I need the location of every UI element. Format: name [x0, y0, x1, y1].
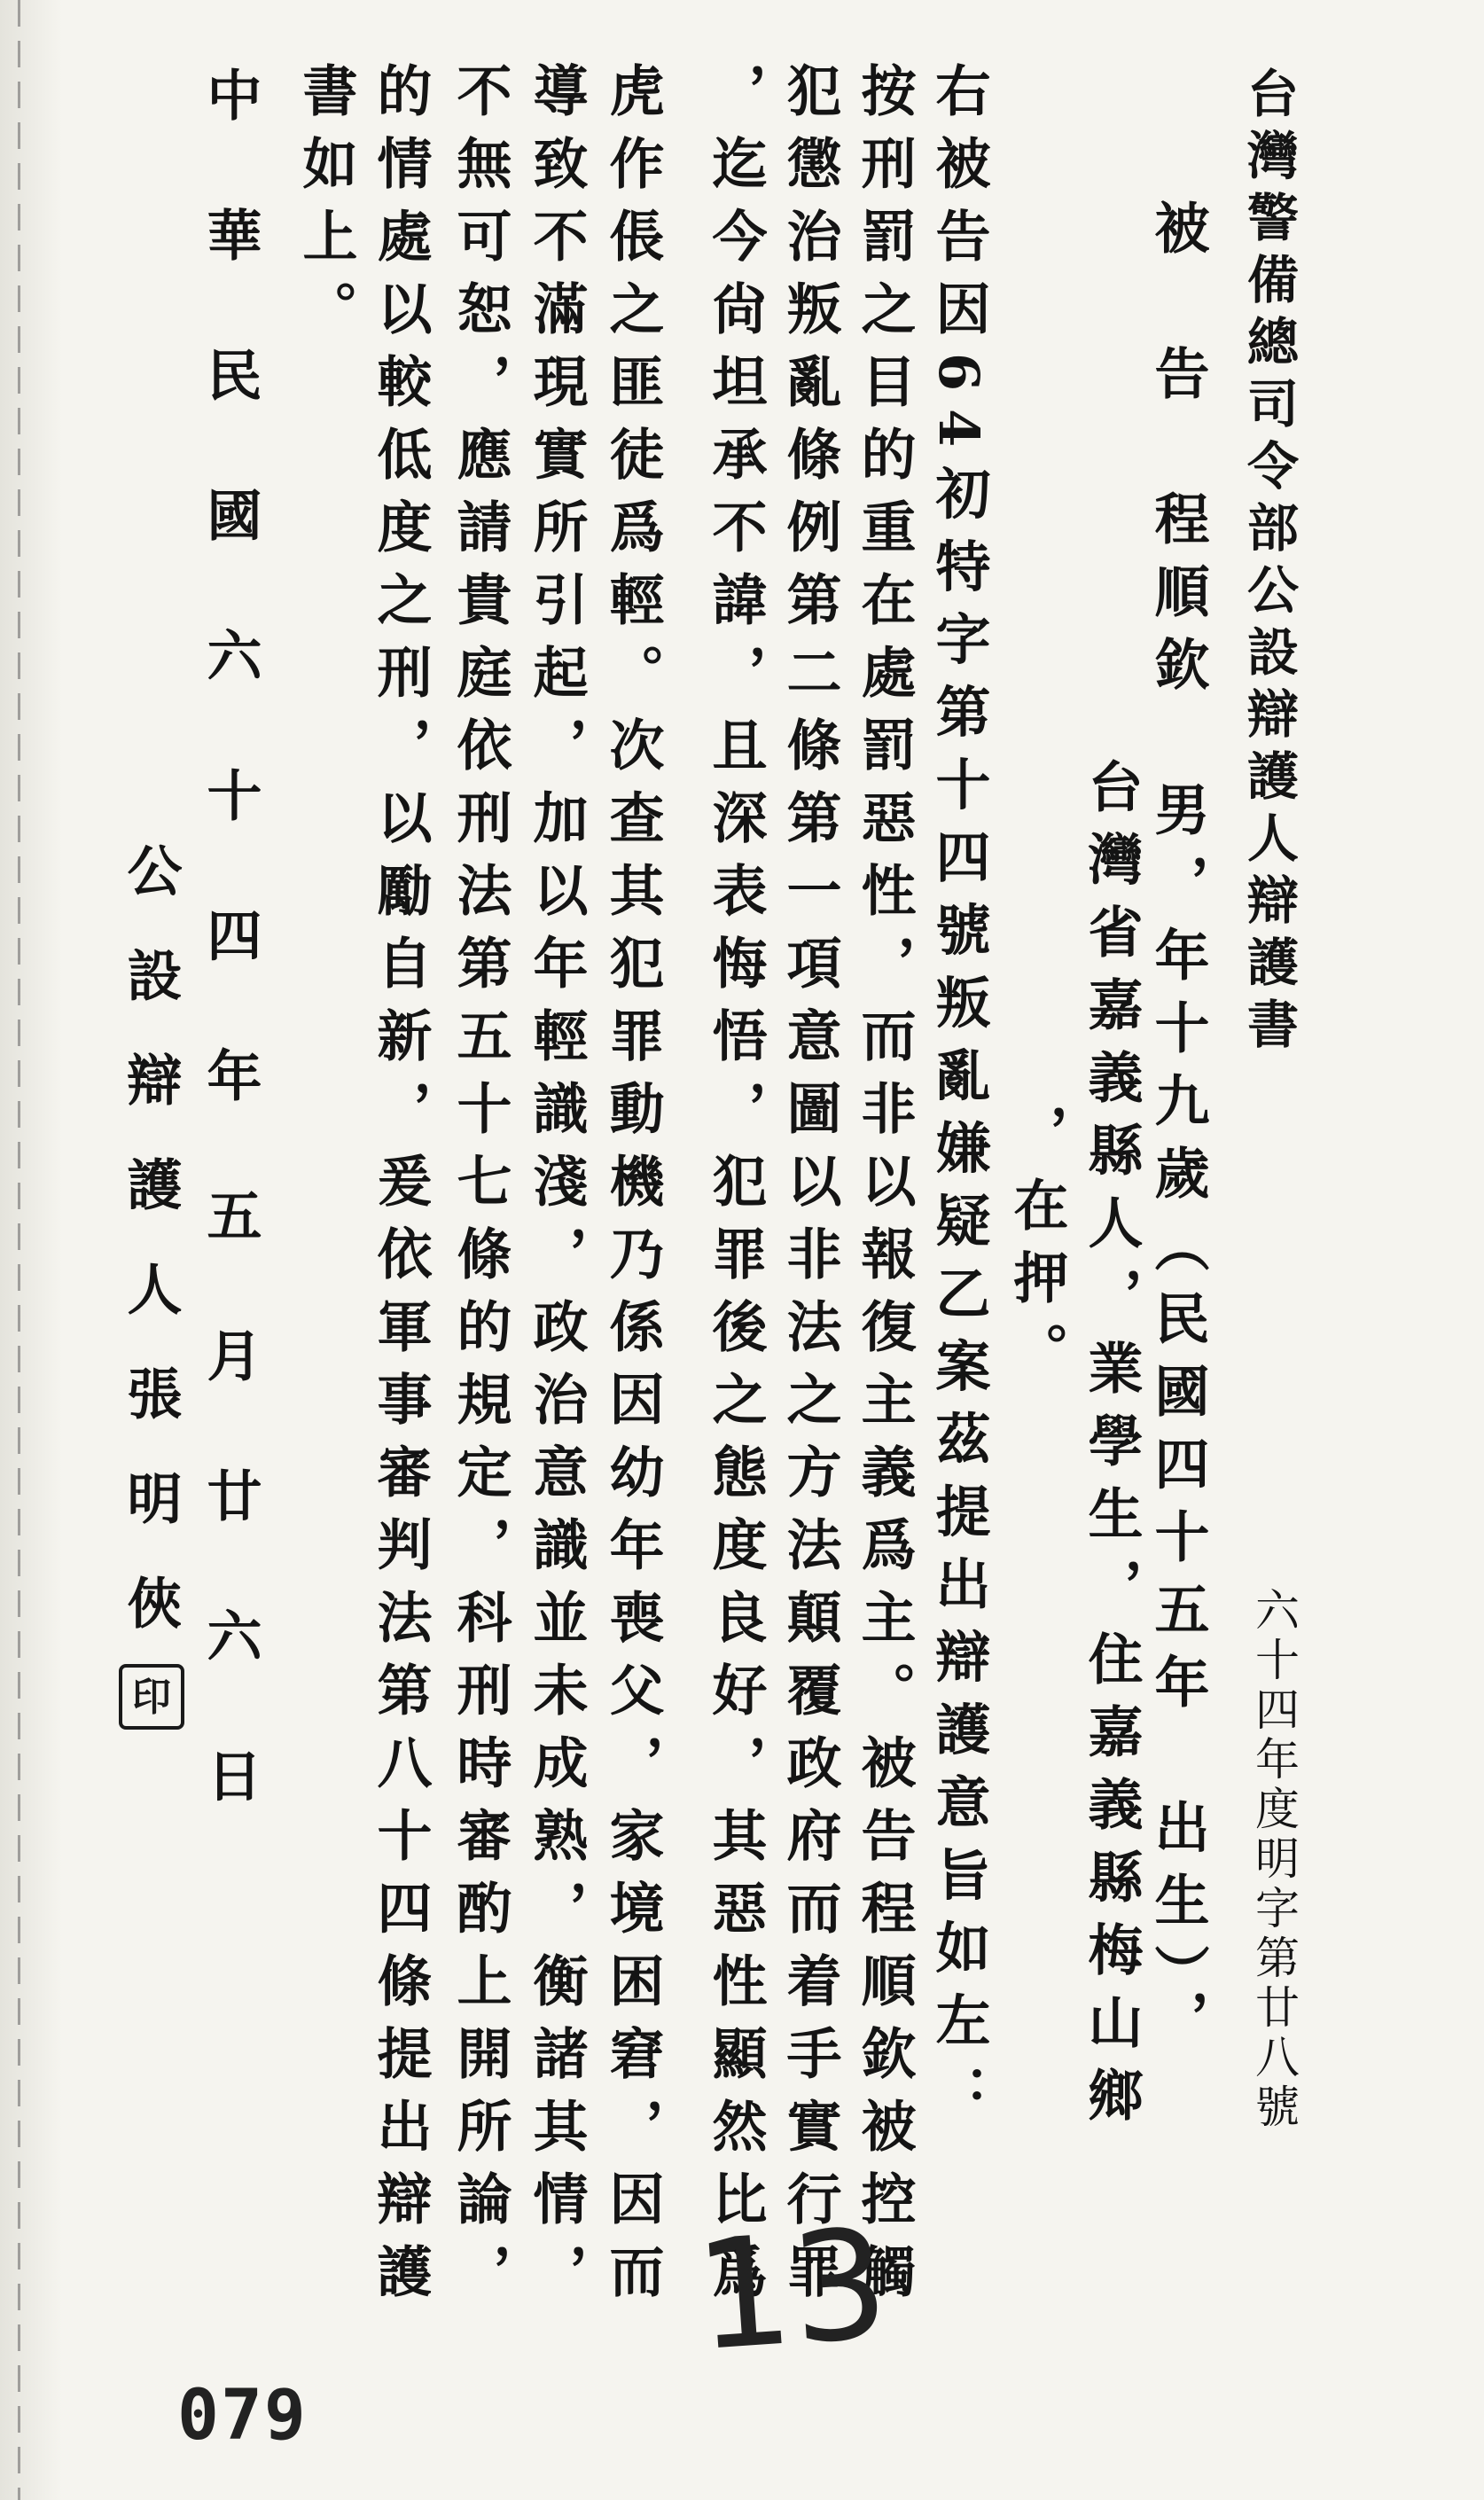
date-line: 中華民國六十四年五月廿六日: [198, 66, 262, 1887]
left-margin-strip: [0, 0, 62, 2500]
body-column-7: 不無可恕，應請貴庭依刑法第五十七條的規定，科刑時審酌上開所論，: [448, 62, 512, 2316]
body-column-9: 書如上。: [293, 62, 358, 353]
defendant-line: 被 告 程順欽 男，年十九歲（民國四十五年 出生），: [1145, 199, 1210, 2062]
body-column-6: 導致不滿現實所引起，加以年輕識淺，政治意識並未成熟，衡諸其情，: [524, 62, 589, 2316]
seal-stamp-icon: [117, 1662, 186, 1731]
stamped-number: 079: [177, 2376, 308, 2456]
address-line: 台灣省嘉義縣人，業學生，住嘉義縣梅山鄉: [1079, 758, 1144, 2139]
body-column-2: 按刑罰之目的重在處罰惡性，而非以報復主義爲主。被告程順欽被控觸: [852, 62, 917, 2316]
case-number: 六十四年度明字第廿八號: [1248, 1587, 1300, 2133]
body-column-1: 右被告因64初特字第十四號叛亂嫌疑乙案茲提出辯護意旨如左：: [926, 62, 991, 2137]
body-column-3: 犯懲治叛亂條例第二條第一項意圖以非法之方法顛覆政府而着手實行罪: [777, 62, 842, 2316]
document-title: 台灣警備總司令部公設辯護人辯護書: [1238, 66, 1299, 1059]
margin-rule: [18, 0, 20, 2500]
signature-line: 公設辯護人張明俠: [118, 842, 183, 1679]
body-column-4: ，迄今尙坦承不諱，且深表悔悟，犯罪後之態度良好，其惡性顯然比爲: [703, 62, 768, 2316]
body-column-5: 虎作倀之匪徒爲輕。次查其犯罪動機乃係因幼年喪父，家境困窘，因而: [600, 62, 665, 2316]
handwritten-page-number: 13: [690, 2196, 894, 2386]
custody-note: ，在押。: [1004, 1104, 1069, 1395]
seal-text: 印: [132, 1675, 171, 1720]
body-column-8: 的情處以較低度之刑，以勵自新，爰依軍事審判法第八十四條提出辯護: [368, 62, 433, 2316]
